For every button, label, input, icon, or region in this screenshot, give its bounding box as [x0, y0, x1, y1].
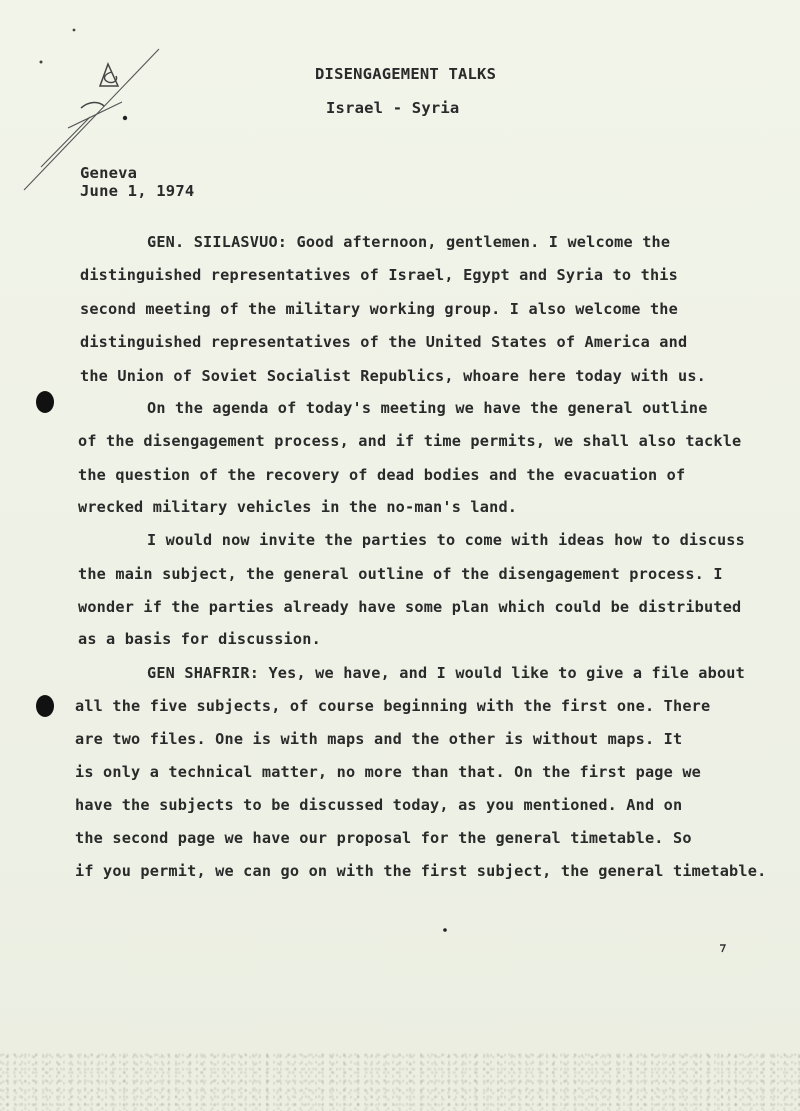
- paragraph-3-line-2: the main subject, the general outline of the disengagement process. I: [78, 565, 723, 583]
- paragraph-1-line-5: the Union of Soviet Socialist Republics, whoare here today with us.: [80, 367, 707, 385]
- paragraph-4-line-3: are two files. One is with maps and the other is without maps. It: [75, 730, 683, 748]
- paragraph-2-line-3: the question of the recovery of dead bodies and the evacuation of: [78, 466, 686, 484]
- paragraph-1-line-2: distinguished representatives of Israel, Egypt and Syria to this: [80, 266, 678, 284]
- paragraph-4-line-5: have the subjects to be discussed today, as you mentioned. And on: [75, 796, 683, 814]
- paragraph-4-line-1: GEN SHAFRIR: Yes, we have, and I would like to give a file about: [147, 664, 745, 682]
- meeting-place: Geneva: [80, 164, 138, 182]
- paragraph-1-line-4: distinguished representatives of the United States of America and: [80, 333, 688, 351]
- paragraph-4-line-6: the second page we have our proposal for the general timetable. So: [75, 829, 692, 847]
- paragraph-3-line-3: wonder if the parties already have some plan which could be distributed: [78, 598, 742, 616]
- punch-hole-bottom: [36, 695, 54, 717]
- paragraph-2-line-4: wrecked military vehicles in the no-man's land.: [78, 498, 518, 516]
- meeting-date: June 1, 1974: [80, 182, 195, 200]
- paragraph-1-line-3: second meeting of the military working group. I also welcome the: [80, 300, 678, 318]
- punch-hole-top: [36, 391, 54, 413]
- document-subtitle: Israel - Syria: [326, 99, 460, 117]
- scan-noise: [0, 1051, 800, 1111]
- paragraph-4-line-4: is only a technical matter, no more than that. On the first page we: [75, 763, 702, 781]
- paragraph-3-line-1: I would now invite the parties to come with ideas how to discuss: [147, 531, 745, 549]
- paragraph-4-line-2: all the five subjects, of course beginning with the first one. There: [75, 697, 711, 715]
- paragraph-2-line-1: On the agenda of today's meeting we have the general outline: [147, 399, 708, 417]
- paragraph-3-line-4: as a basis for discussion.: [78, 630, 321, 648]
- paragraph-2-line-2: of the disengagement process, and if time permits, we shall also tackle: [78, 432, 742, 450]
- document-title: DISENGAGEMENT TALKS: [315, 65, 497, 83]
- paragraph-4-line-7: if you permit, we can go on with the first subject, the general timetable.: [75, 862, 767, 880]
- paragraph-1-line-1: GEN. SIILASVUO: Good afternoon, gentlemen. I welcome the: [147, 233, 671, 251]
